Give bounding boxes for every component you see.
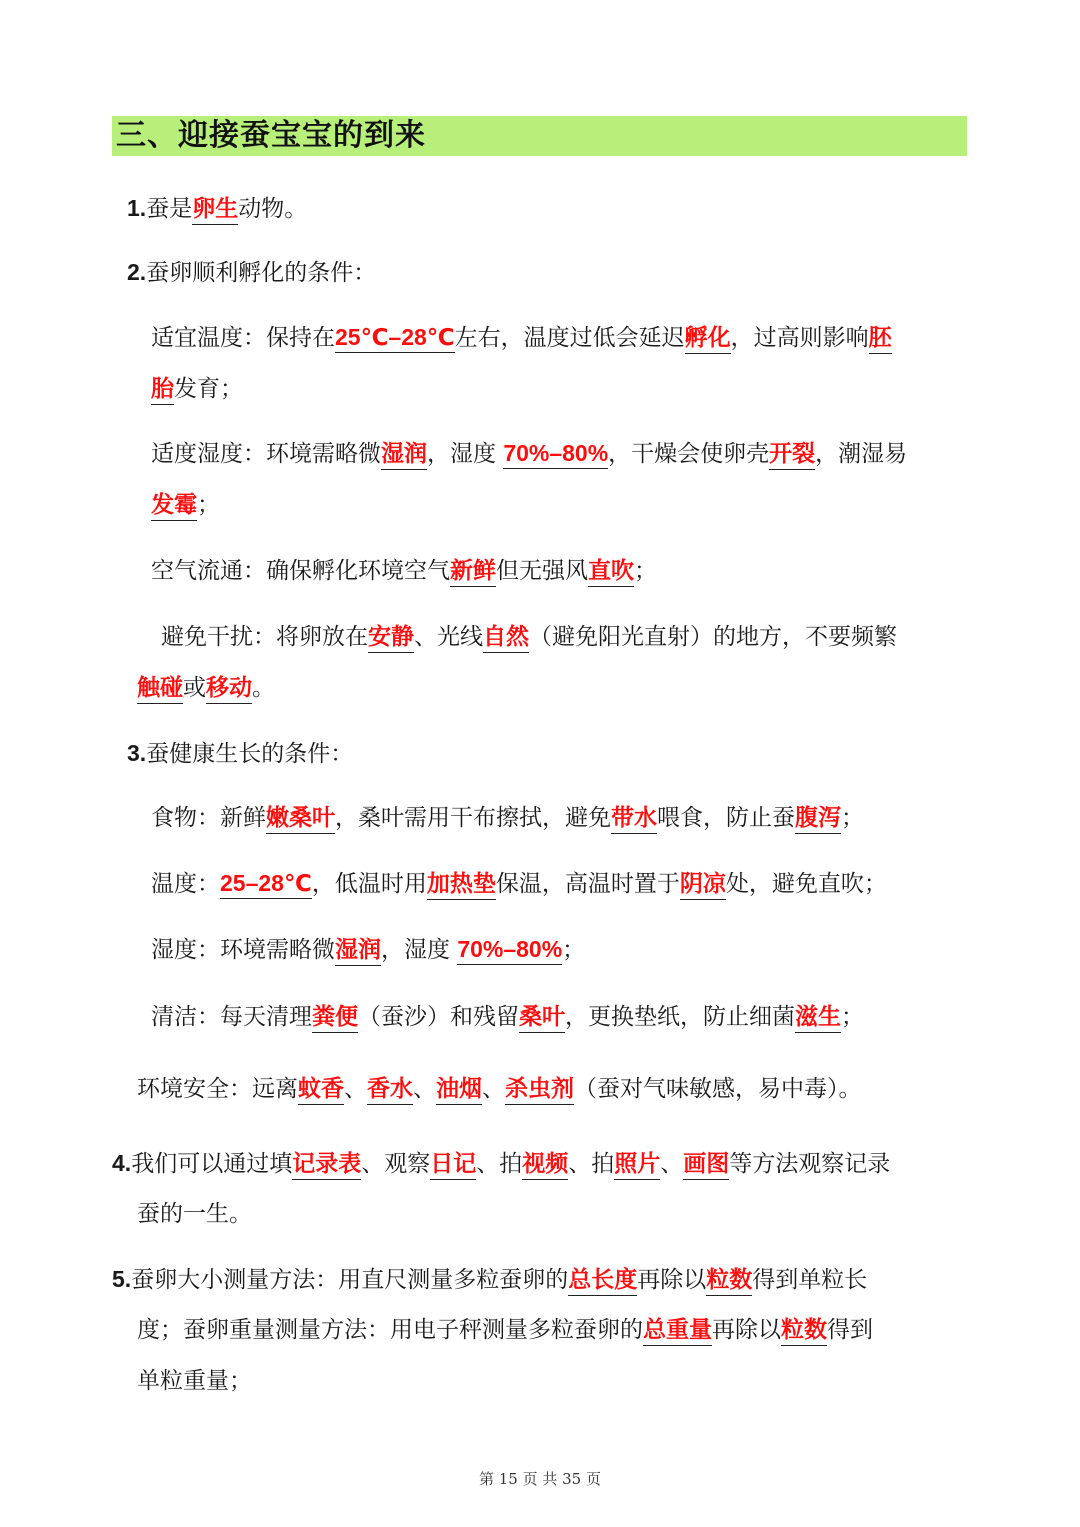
item-4: 4.我们可以通过填记录表、观察日记、拍视频、拍照片、画图等方法观察记录 bbox=[112, 1148, 890, 1180]
answer-blank: 记录表 bbox=[292, 1150, 361, 1180]
answer-blank: 孵化 bbox=[685, 324, 731, 354]
item-number: 4. bbox=[112, 1150, 132, 1176]
item-1: 1.蚕是卵生动物。 bbox=[127, 193, 307, 225]
answer-blank: 25–28℃ bbox=[220, 869, 312, 899]
answer-blank: 总重量 bbox=[643, 1316, 712, 1346]
item-number: 1. bbox=[127, 195, 147, 221]
item-5-cont-1: 度；蚕卵重量测量方法：用电子秤测量多粒蚕卵的总重量再除以粒数得到 bbox=[137, 1315, 873, 1346]
condition-humidity: 适度湿度：环境需略微湿润，湿度 70%–80%，干燥会使卵壳开裂，潮湿易 bbox=[151, 439, 907, 470]
answer-blank: 开裂 bbox=[769, 440, 815, 470]
answer-blank: 湿润 bbox=[335, 936, 381, 966]
answer-blank: 桑叶 bbox=[519, 1003, 565, 1033]
answer-blank: 粒数 bbox=[706, 1266, 752, 1296]
answer-blank: 直吹 bbox=[588, 557, 634, 587]
answer-blank: 70%–80% bbox=[503, 439, 608, 469]
answer-blank: 安静 bbox=[368, 623, 414, 653]
growth-temperature: 温度：25–28℃，低温时用加热垫保温，高温时置于阴凉处，避免直吹； bbox=[151, 869, 887, 900]
answer-blank: 腹泻 bbox=[795, 804, 841, 834]
answer-blank: 湿润 bbox=[381, 440, 427, 470]
item-2-title: 2.蚕卵顺利孵化的条件： bbox=[127, 259, 377, 286]
item-4-cont: 蚕的一生。 bbox=[137, 1201, 252, 1227]
answer-blank: 滋生 bbox=[795, 1003, 841, 1033]
item-5-cont-2: 单粒重量； bbox=[137, 1368, 252, 1394]
growth-humidity: 湿度：环境需略微湿润，湿度 70%–80%； bbox=[151, 935, 585, 966]
answer-blank: 25℃–28℃ bbox=[335, 323, 455, 353]
answer-blank: 加热垫 bbox=[427, 870, 496, 900]
item-number: 3. bbox=[127, 740, 147, 766]
answer-blank: 带水 bbox=[611, 804, 657, 834]
answer-blank: 日记 bbox=[430, 1150, 476, 1180]
growth-cleaning: 清洁：每天清理粪便（蚕沙）和残留桑叶，更换垫纸，防止细菌滋生； bbox=[151, 1002, 864, 1033]
condition-temperature: 适宜温度：保持在25℃–28℃左右，温度过低会延迟孵化，过高则影响胚 bbox=[151, 323, 892, 354]
condition-no-disturbance: 避免干扰：将卵放在安静、光线自然（避免阳光直射）的地方，不要频繁 bbox=[161, 622, 897, 653]
answer-blank: 油烟 bbox=[436, 1075, 482, 1105]
answer-blank: 发霉 bbox=[151, 491, 197, 521]
growth-safety: 环境安全：远离蚊香、香水、油烟、杀虫剂（蚕对气味敏感，易中毒）。 bbox=[137, 1074, 862, 1105]
item-3-title: 3.蚕健康生长的条件： bbox=[127, 740, 354, 767]
answer-blank: 胚 bbox=[869, 324, 892, 354]
answer-blank: 嫩桑叶 bbox=[266, 804, 335, 834]
condition-airflow: 空气流通：确保孵化环境空气新鲜但无强风直吹； bbox=[151, 556, 657, 587]
answer-blank: 卵生 bbox=[192, 195, 238, 225]
answer-blank: 总长度 bbox=[568, 1266, 637, 1296]
condition-humidity-cont: 发霉； bbox=[151, 490, 220, 521]
answer-blank: 香水 bbox=[367, 1075, 413, 1105]
condition-temperature-cont: 胎发育； bbox=[151, 374, 243, 405]
answer-blank: 新鲜 bbox=[450, 557, 496, 587]
answer-blank: 视频 bbox=[522, 1150, 568, 1180]
answer-blank: 70%–80% bbox=[457, 935, 562, 965]
item-number: 5. bbox=[112, 1266, 132, 1292]
answer-blank: 蚊香 bbox=[298, 1075, 344, 1105]
answer-blank: 画图 bbox=[683, 1150, 729, 1180]
answer-blank: 粒数 bbox=[781, 1316, 827, 1346]
answer-blank: 胎 bbox=[151, 375, 174, 405]
condition-no-disturbance-cont: 触碰或移动。 bbox=[137, 673, 275, 704]
answer-blank: 触碰 bbox=[137, 674, 183, 704]
answer-blank: 阴凉 bbox=[680, 870, 726, 900]
answer-blank: 杀虫剂 bbox=[505, 1075, 574, 1105]
page-footer: 第 15 页 共 35 页 bbox=[478, 1470, 601, 1488]
answer-blank: 粪便 bbox=[312, 1003, 358, 1033]
section-heading: 三、迎接蚕宝宝的到来 bbox=[112, 116, 967, 156]
answer-blank: 照片 bbox=[614, 1150, 660, 1180]
item-number: 2. bbox=[127, 259, 147, 285]
answer-blank: 自然 bbox=[483, 623, 529, 653]
item-5: 5.蚕卵大小测量方法：用直尺测量多粒蚕卵的总长度再除以粒数得到单粒长 bbox=[112, 1264, 867, 1296]
answer-blank: 移动 bbox=[206, 674, 252, 704]
growth-food: 食物：新鲜嫩桑叶，桑叶需用干布擦拭，避免带水喂食，防止蚕腹泻； bbox=[151, 803, 864, 834]
